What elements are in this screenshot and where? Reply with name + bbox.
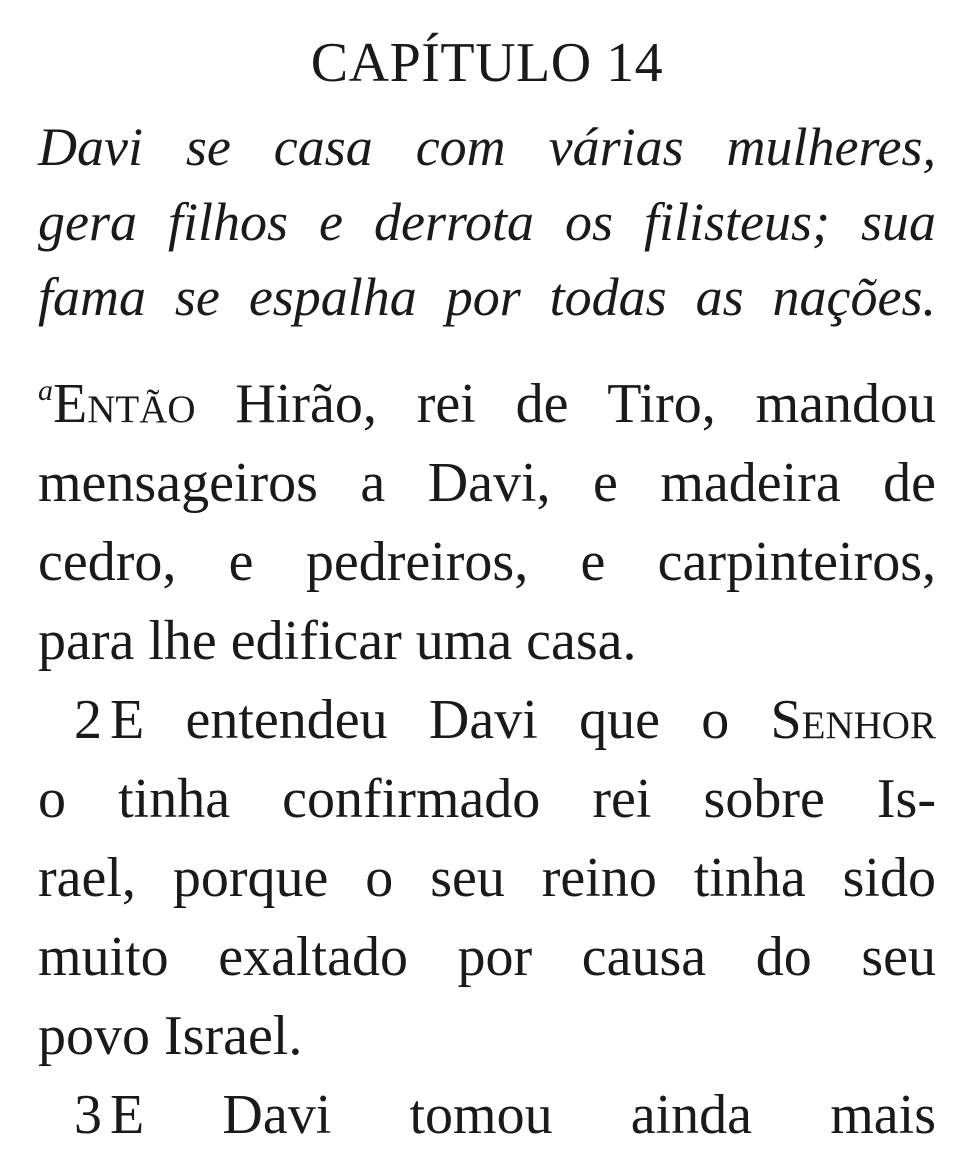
verse-2-line: o tinha confirmado rei sobre Is- xyxy=(38,768,936,830)
summary-line: gera filhos e derrota os filisteus; sua xyxy=(38,192,936,252)
verse-2-line xyxy=(38,681,936,760)
verse-1-text: Hirão, rei de Tiro, mandou xyxy=(195,373,936,435)
verse-2-line: povo Israel. xyxy=(38,1005,303,1067)
verse-1-line: para lhe edificar uma casa. xyxy=(38,610,637,672)
scripture-page xyxy=(38,0,936,1155)
verse-opening-word: Então xyxy=(53,373,196,435)
footnote-marker[interactable]: a xyxy=(38,374,53,407)
verse-1-line xyxy=(38,365,936,444)
verse-number: 2 xyxy=(74,689,102,751)
summary-line: fama se espalha por todas as nações. xyxy=(38,267,936,327)
verse-2-line: muito exaltado por causa do seu xyxy=(38,926,936,988)
chapter-title: CAPÍTULO 14 xyxy=(310,32,664,94)
verse-text xyxy=(38,365,936,1155)
summary-line: Davi se casa com várias mulheres, xyxy=(38,117,936,177)
verse-2-text: E entendeu Davi que o xyxy=(110,689,730,751)
chapter-summary xyxy=(38,110,936,335)
verse-2-line: rael, porque o seu reino tinha sido xyxy=(38,847,936,909)
verse-1-line: mensageiros a Davi, e madeira de xyxy=(38,452,936,514)
verse-3-line xyxy=(38,1076,936,1155)
verse-number: 3 xyxy=(74,1084,102,1146)
divine-name: Senhor xyxy=(770,689,936,751)
verse-3-text: E Davi tomou ainda mais xyxy=(110,1084,936,1146)
verse-1-line: cedro, e pedreiros, e carpinteiros, xyxy=(38,531,936,593)
